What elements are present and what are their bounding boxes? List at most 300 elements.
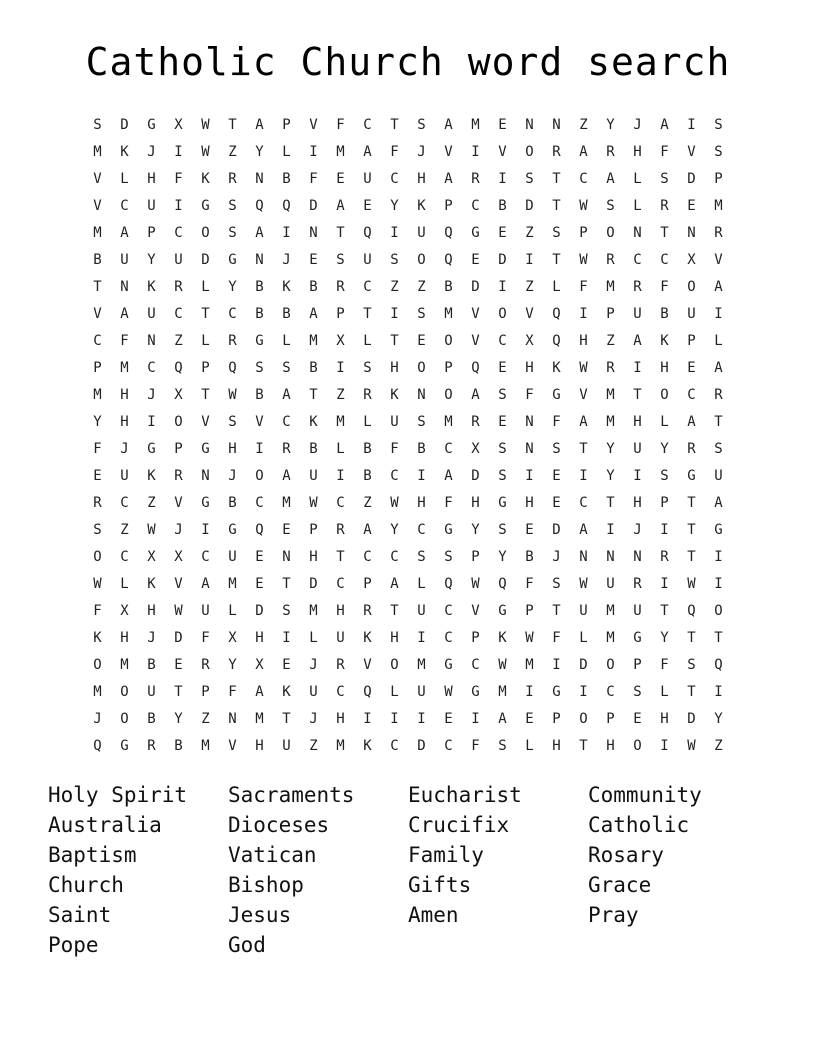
grid-letter: J [147, 387, 156, 403]
grid-letter: F [336, 117, 345, 133]
grid-letter: O [120, 711, 129, 727]
grid-letter: H [147, 603, 156, 619]
grid-letter: E [525, 522, 534, 538]
grid-letter: N [309, 225, 318, 241]
grid-letter: N [255, 171, 264, 187]
grid-letter: A [687, 414, 696, 430]
word-list-item: Rosary [588, 843, 664, 867]
grid-letter: H [255, 630, 264, 646]
grid-letter: P [147, 225, 156, 241]
grid-letter: N [633, 225, 642, 241]
grid-letter: M [606, 603, 615, 619]
grid-letter: V [471, 306, 480, 322]
grid-letter: H [417, 495, 426, 511]
grid-letter: Q [471, 360, 480, 376]
grid-letter: Q [282, 198, 291, 214]
grid-letter: T [714, 414, 723, 430]
grid-letter: K [147, 468, 156, 484]
grid-letter: R [174, 468, 183, 484]
grid-letter: G [228, 522, 237, 538]
grid-letter: K [309, 414, 318, 430]
grid-letter: I [390, 306, 399, 322]
grid-letter: P [309, 522, 318, 538]
grid-letter: Q [255, 198, 264, 214]
word-list-item: Catholic [588, 813, 690, 837]
grid-letter: R [660, 198, 669, 214]
word-list-item: Bishop [228, 873, 304, 897]
grid-letter: Z [525, 279, 534, 295]
grid-letter: M [93, 684, 102, 700]
grid-letter: T [606, 495, 615, 511]
grid-letter: W [579, 252, 588, 268]
grid-letter: D [174, 630, 183, 646]
grid-letter: K [498, 630, 507, 646]
word-list-item: Saint [48, 903, 112, 927]
grid-letter: I [255, 441, 264, 457]
grid-letter: N [525, 117, 534, 133]
grid-letter: O [525, 144, 534, 160]
grid-letter: E [471, 252, 480, 268]
grid-letter: O [714, 603, 723, 619]
grid-letter: V [255, 414, 264, 430]
grid-letter: C [363, 549, 372, 565]
grid-letter: T [579, 738, 588, 754]
grid-letter: Y [660, 630, 669, 646]
grid-letter: R [687, 441, 696, 457]
grid-letter: M [714, 198, 723, 214]
grid-letter: T [201, 387, 210, 403]
grid-letter: S [714, 441, 723, 457]
grid-letter: C [444, 441, 453, 457]
grid-letter: C [336, 576, 345, 592]
grid-letter: A [120, 225, 129, 241]
grid-letter: A [255, 117, 264, 133]
word-list-item: Pope [48, 933, 99, 957]
grid-letter: R [282, 441, 291, 457]
grid-letter: B [660, 306, 669, 322]
grid-letter: U [363, 171, 372, 187]
grid-letter: E [282, 522, 291, 538]
grid-letter: D [201, 252, 210, 268]
grid-letter: B [363, 441, 372, 457]
grid-letter: L [228, 603, 237, 619]
grid-letter: G [147, 441, 156, 457]
grid-letter: S [525, 171, 534, 187]
grid-letter: B [417, 441, 426, 457]
grid-letter: Y [228, 657, 237, 673]
grid-letter: E [525, 711, 534, 727]
grid-letter: E [309, 252, 318, 268]
grid-letter: I [606, 522, 615, 538]
grid-letter: A [714, 360, 723, 376]
grid-letter: V [498, 144, 507, 160]
grid-letter: S [714, 144, 723, 160]
grid-letter: L [579, 630, 588, 646]
grid-letter: G [255, 333, 264, 349]
grid-letter: B [174, 738, 183, 754]
grid-letter: J [282, 252, 291, 268]
grid-letter: V [363, 657, 372, 673]
word-list-item: Family [408, 843, 484, 867]
grid-letter: E [498, 414, 507, 430]
grid-letter: G [552, 387, 561, 403]
grid-letter: C [471, 198, 480, 214]
grid-letter: R [228, 333, 237, 349]
grid-letter: I [282, 630, 291, 646]
grid-letter: K [660, 333, 669, 349]
grid-letter: I [147, 414, 156, 430]
grid-letter: X [228, 630, 237, 646]
grid-letter: F [228, 684, 237, 700]
word-list-item: Grace [588, 873, 652, 897]
grid-letter: R [633, 576, 642, 592]
grid-letter: O [120, 684, 129, 700]
grid-letter: C [174, 225, 183, 241]
grid-letter: Y [174, 711, 183, 727]
grid-letter: T [390, 603, 399, 619]
grid-letter: N [255, 252, 264, 268]
grid-letter: F [660, 657, 669, 673]
grid-letter: C [282, 414, 291, 430]
grid-letter: P [93, 360, 102, 376]
word-list-item: Community [588, 783, 702, 807]
grid-letter: C [606, 684, 615, 700]
grid-letter: C [660, 252, 669, 268]
grid-letter: O [633, 738, 642, 754]
grid-letter: I [498, 279, 507, 295]
grid-letter: S [606, 198, 615, 214]
grid-letter: O [390, 657, 399, 673]
grid-letter: U [147, 198, 156, 214]
grid-letter: C [390, 171, 399, 187]
grid-letter: A [363, 144, 372, 160]
grid-letter: J [552, 549, 561, 565]
grid-letter: M [606, 387, 615, 403]
grid-letter: H [660, 711, 669, 727]
grid-letter: F [390, 144, 399, 160]
grid-letter: R [606, 360, 615, 376]
grid-letter: J [174, 522, 183, 538]
grid-letter: I [525, 252, 534, 268]
grid-letter: V [444, 144, 453, 160]
grid-letter: S [417, 414, 426, 430]
grid-letter: I [660, 738, 669, 754]
grid-letter: V [93, 306, 102, 322]
grid-letter: U [633, 306, 642, 322]
grid-letter: J [417, 144, 426, 160]
grid-letter: E [417, 333, 426, 349]
grid-letter: L [525, 738, 534, 754]
grid-letter: E [552, 495, 561, 511]
grid-letter: S [336, 252, 345, 268]
grid-letter: D [309, 198, 318, 214]
grid-letter: M [606, 630, 615, 646]
word-list-item: Eucharist [408, 783, 522, 807]
grid-letter: C [336, 495, 345, 511]
grid-letter: I [660, 522, 669, 538]
grid-letter: F [93, 441, 102, 457]
grid-letter: R [201, 657, 210, 673]
grid-letter: H [147, 171, 156, 187]
grid-letter: N [687, 225, 696, 241]
grid-letter: N [606, 549, 615, 565]
grid-letter: I [660, 576, 669, 592]
grid-letter: S [444, 549, 453, 565]
grid-letter: S [498, 468, 507, 484]
grid-letter: H [309, 549, 318, 565]
grid-letter: U [309, 468, 318, 484]
grid-letter: N [552, 117, 561, 133]
grid-letter: T [228, 117, 237, 133]
grid-letter: P [606, 306, 615, 322]
grid-letter: W [498, 657, 507, 673]
grid-letter: G [201, 198, 210, 214]
grid-letter: A [660, 117, 669, 133]
grid-letter: G [120, 738, 129, 754]
grid-letter: Z [309, 738, 318, 754]
grid-letter: S [93, 522, 102, 538]
grid-letter: Z [579, 117, 588, 133]
word-list-item: Pray [588, 903, 639, 927]
word-list-item: Baptism [48, 843, 137, 867]
grid-letter: H [633, 495, 642, 511]
grid-letter: O [444, 387, 453, 403]
grid-letter: S [660, 171, 669, 187]
grid-letter: A [336, 198, 345, 214]
grid-letter: U [282, 738, 291, 754]
grid-letter: R [660, 549, 669, 565]
grid-letter: N [525, 441, 534, 457]
grid-letter: I [714, 576, 723, 592]
word-list-item: Sacraments [228, 783, 355, 807]
grid-letter: S [282, 603, 291, 619]
grid-letter: A [255, 225, 264, 241]
grid-letter: E [552, 468, 561, 484]
word-list-item: Church [48, 873, 124, 897]
grid-letter: W [309, 495, 318, 511]
grid-letter: P [174, 441, 183, 457]
grid-letter: M [606, 279, 615, 295]
grid-letter: V [93, 198, 102, 214]
word-list-item: Holy Spirit [48, 783, 188, 807]
grid-letter: R [633, 279, 642, 295]
grid-letter: P [633, 657, 642, 673]
grid-letter: I [579, 468, 588, 484]
grid-letter: S [228, 198, 237, 214]
grid-letter: H [228, 441, 237, 457]
grid-letter: K [363, 738, 372, 754]
grid-letter: C [444, 603, 453, 619]
grid-letter: U [606, 576, 615, 592]
grid-letter: U [174, 252, 183, 268]
grid-letter: T [687, 684, 696, 700]
grid-letter: U [633, 441, 642, 457]
grid-letter: K [282, 279, 291, 295]
grid-letter: K [120, 144, 129, 160]
grid-letter: I [417, 711, 426, 727]
grid-letter: T [633, 387, 642, 403]
grid-letter: U [147, 684, 156, 700]
grid-letter: P [471, 630, 480, 646]
grid-letter: U [633, 603, 642, 619]
grid-letter: C [417, 522, 426, 538]
grid-letter: W [228, 387, 237, 403]
word-list-item: Jesus [228, 903, 292, 927]
grid-letter: O [444, 333, 453, 349]
grid-letter: Z [714, 738, 723, 754]
grid-letter: U [201, 603, 210, 619]
grid-letter: R [363, 387, 372, 403]
grid-letter: X [147, 549, 156, 565]
grid-letter: I [579, 684, 588, 700]
grid-letter: O [417, 360, 426, 376]
grid-letter: O [606, 225, 615, 241]
grid-letter: T [336, 225, 345, 241]
grid-letter: U [687, 306, 696, 322]
grid-letter: X [471, 441, 480, 457]
grid-letter: E [444, 711, 453, 727]
grid-letter: X [174, 549, 183, 565]
grid-letter: L [660, 684, 669, 700]
grid-letter: W [579, 198, 588, 214]
grid-letter: I [363, 711, 372, 727]
grid-letter: E [633, 711, 642, 727]
word-list-item: Amen [408, 903, 459, 927]
grid-letter: P [444, 198, 453, 214]
grid-letter: C [498, 333, 507, 349]
grid-letter: T [309, 387, 318, 403]
grid-letter: P [687, 333, 696, 349]
grid-letter: B [255, 306, 264, 322]
grid-letter: C [444, 738, 453, 754]
grid-letter: L [714, 333, 723, 349]
grid-letter: J [120, 441, 129, 457]
grid-letter: F [390, 441, 399, 457]
grid-letter: P [525, 603, 534, 619]
grid-letter: Q [498, 576, 507, 592]
grid-letter: S [552, 441, 561, 457]
grid-letter: Y [606, 468, 615, 484]
grid-letter: F [579, 279, 588, 295]
grid-letter: U [309, 684, 318, 700]
grid-letter: Z [228, 144, 237, 160]
grid-letter: P [606, 711, 615, 727]
grid-letter: L [417, 576, 426, 592]
grid-letter: M [498, 684, 507, 700]
grid-letter: O [687, 279, 696, 295]
grid-letter: K [417, 198, 426, 214]
grid-letter: S [498, 387, 507, 403]
grid-letter: C [147, 360, 156, 376]
grid-letter: I [390, 225, 399, 241]
grid-letter: D [687, 711, 696, 727]
grid-letter: P [282, 117, 291, 133]
grid-letter: M [228, 576, 237, 592]
grid-letter: S [498, 738, 507, 754]
grid-letter: U [390, 414, 399, 430]
grid-letter: H [390, 360, 399, 376]
grid-letter: V [228, 738, 237, 754]
grid-letter: Q [444, 576, 453, 592]
grid-letter: G [444, 522, 453, 538]
grid-letter: M [417, 657, 426, 673]
grid-letter: T [579, 441, 588, 457]
grid-letter: R [336, 279, 345, 295]
grid-letter: B [444, 279, 453, 295]
grid-letter: T [336, 549, 345, 565]
grid-letter: F [201, 630, 210, 646]
grid-letter: H [255, 738, 264, 754]
grid-letter: M [93, 144, 102, 160]
grid-letter: A [471, 387, 480, 403]
grid-letter: B [498, 198, 507, 214]
grid-letter: M [282, 495, 291, 511]
grid-letter: R [336, 657, 345, 673]
grid-letter: T [93, 279, 102, 295]
grid-letter: X [525, 333, 534, 349]
grid-letter: F [120, 333, 129, 349]
grid-letter: B [282, 171, 291, 187]
grid-letter: D [471, 468, 480, 484]
grid-letter: C [633, 252, 642, 268]
grid-letter: A [282, 468, 291, 484]
grid-letter: S [498, 441, 507, 457]
grid-letter: W [687, 576, 696, 592]
grid-letter: Y [390, 522, 399, 538]
grid-letter: S [660, 468, 669, 484]
grid-letter: E [93, 468, 102, 484]
grid-letter: Q [93, 738, 102, 754]
grid-letter: R [471, 171, 480, 187]
grid-letter: C [120, 549, 129, 565]
grid-letter: P [471, 549, 480, 565]
grid-letter: I [417, 468, 426, 484]
grid-letter: A [282, 387, 291, 403]
grid-letter: Z [606, 333, 615, 349]
grid-letter: A [579, 414, 588, 430]
grid-letter: P [201, 684, 210, 700]
grid-letter: W [471, 576, 480, 592]
grid-letter: H [120, 414, 129, 430]
grid-letter: A [120, 306, 129, 322]
grid-letter: Z [390, 279, 399, 295]
grid-letter: L [660, 414, 669, 430]
grid-letter: B [282, 306, 291, 322]
grid-letter: B [309, 441, 318, 457]
grid-letter: Z [363, 495, 372, 511]
grid-letter: F [660, 144, 669, 160]
grid-letter: H [120, 387, 129, 403]
grid-letter: H [525, 495, 534, 511]
grid-letter: O [255, 468, 264, 484]
grid-letter: B [147, 657, 156, 673]
grid-letter: G [147, 117, 156, 133]
grid-letter: J [633, 522, 642, 538]
grid-letter: U [120, 468, 129, 484]
grid-letter: I [336, 468, 345, 484]
grid-letter: P [444, 360, 453, 376]
grid-letter: I [174, 144, 183, 160]
grid-letter: D [120, 117, 129, 133]
grid-letter: R [228, 171, 237, 187]
grid-letter: V [687, 144, 696, 160]
grid-letter: Y [660, 441, 669, 457]
grid-letter: R [93, 495, 102, 511]
grid-letter: T [687, 630, 696, 646]
grid-letter: M [336, 144, 345, 160]
grid-letter: U [417, 684, 426, 700]
grid-letter: V [174, 576, 183, 592]
